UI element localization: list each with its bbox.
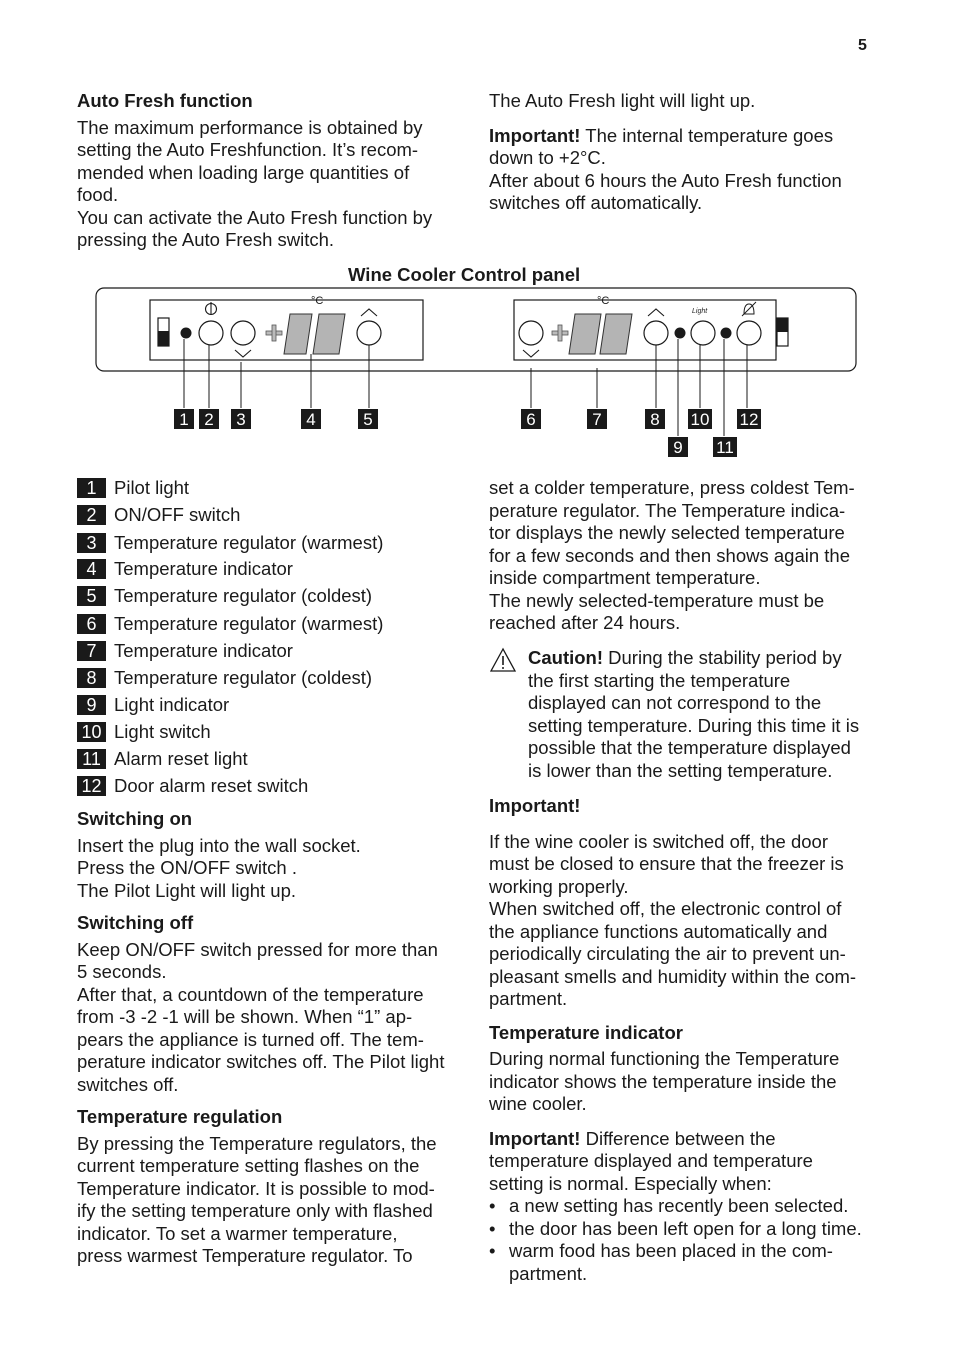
text-line: the first starting the temperature xyxy=(528,669,791,691)
text-line: After that, a countdown of the temperature xyxy=(77,983,424,1005)
text-line: setting temperature. During this time it is xyxy=(528,714,860,736)
important-text: Difference between the xyxy=(580,1127,776,1149)
text-line: After about 6 hours the Auto Fresh function xyxy=(489,169,842,191)
legend-label: Pilot light xyxy=(114,477,190,498)
text-line: reached after 24 hours. xyxy=(489,612,681,633)
text-line: Keep ON/OFF switch pressed for more than xyxy=(77,938,438,960)
legend-number: 6 xyxy=(77,614,106,634)
text-line: mended when loading large quantities of xyxy=(77,161,410,183)
legend-item xyxy=(77,721,211,743)
text-line: displayed can not correspond to the xyxy=(528,692,822,713)
auto-fresh-heading: Auto Fresh function xyxy=(77,90,253,111)
text-line: current temperature setting flashes on the xyxy=(77,1155,420,1176)
legend-label: ON/OFF switch xyxy=(114,504,241,525)
text-line: perature regulator. The Temperature indica- xyxy=(489,499,846,521)
legend-number: 3 xyxy=(77,533,106,553)
text-line: setting is normal. Especially when: xyxy=(489,1172,772,1194)
bullet-text: partment. xyxy=(509,1262,588,1284)
text-line: During normal functioning the Temperature xyxy=(489,1048,840,1069)
callout-6: 6 xyxy=(526,410,536,429)
text-line: temperature displayed and temperature xyxy=(489,1150,813,1171)
text-line: set a colder temperature, press coldest Tem- xyxy=(489,477,855,498)
text-line: must be closed to ensure that the freezer is xyxy=(489,853,844,874)
switching-off-heading: Switching off xyxy=(77,912,194,933)
caution-text: During the stability period by xyxy=(603,647,842,668)
legend-item xyxy=(77,748,248,770)
text-line: If the wine cooler is switched off, the door xyxy=(489,830,829,852)
text-line: the appliance functions automatically and xyxy=(489,920,828,942)
bullet-text: the door has been left open for a long time. xyxy=(509,1217,862,1239)
text-line: periodically circulating the air to prevent un- xyxy=(489,943,846,964)
bullet-item: • warm food has been placed in the com- xyxy=(489,1240,833,1261)
bullet-item: • the door has been left open for a long time. xyxy=(489,1217,862,1239)
callout-9: 9 xyxy=(673,438,683,457)
legend-number: 11 xyxy=(77,749,106,769)
callout-5: 5 xyxy=(363,410,373,429)
legend-number: 9 xyxy=(77,695,106,715)
text-line: 5 seconds. xyxy=(77,961,167,982)
text-line: switches off. xyxy=(77,1073,179,1095)
text-line: The newly selected-temperature must be xyxy=(489,589,825,611)
text-line: The Pilot Light will light up. xyxy=(77,879,297,901)
important-line xyxy=(489,1128,884,1151)
important-text: The internal temperature goes xyxy=(580,124,834,146)
callout-2: 2 xyxy=(204,410,214,429)
callout-12: 12 xyxy=(739,410,759,429)
legend-item xyxy=(77,775,308,797)
text-line: from -3 -2 -1 will be shown. When “1” ap- xyxy=(77,1006,413,1027)
bullet-text: warm food has been placed in the com- xyxy=(509,1240,833,1261)
callout-11: 11 xyxy=(716,438,734,457)
text-line: switches off automatically. xyxy=(489,192,703,213)
important-block xyxy=(489,795,884,1285)
legend-label: Temperature indicator xyxy=(114,558,293,579)
callout-4: 4 xyxy=(306,410,316,429)
callout-8: 8 xyxy=(650,410,660,429)
text-line: is lower than the setting temperature. xyxy=(528,759,833,781)
celsius-left: °C xyxy=(311,295,324,307)
legend-label: Alarm reset light xyxy=(114,748,248,769)
text-line: wine cooler. xyxy=(489,1093,587,1114)
legend-number: 10 xyxy=(77,722,106,742)
text-line: The Auto Fresh light will light up. xyxy=(489,90,756,111)
text-line: ify the setting temperature only with flashed xyxy=(77,1200,433,1221)
legend-label: Temperature regulator (coldest) xyxy=(114,585,373,606)
legend-number: 5 xyxy=(77,586,106,606)
bullet-continuation xyxy=(489,1263,884,1286)
legend-label: Temperature regulator (coldest) xyxy=(114,667,373,688)
left-lower-column xyxy=(77,808,472,1268)
text-line: pressing the Auto Fresh switch. xyxy=(77,229,335,250)
legend-number: 1 xyxy=(77,478,106,498)
legend-label: Light switch xyxy=(114,721,211,742)
light-label: Light xyxy=(692,308,708,315)
caution-line xyxy=(528,647,888,670)
text-line: pears the appliance is turned off. The tem- xyxy=(77,1028,424,1050)
text-line: working properly. xyxy=(489,875,629,897)
text-line: down to +2°C. xyxy=(489,147,606,168)
bullet-item: • a new setting has recently been selected. xyxy=(489,1195,849,1216)
temp-regulation-heading: Temperature regulation xyxy=(77,1106,283,1127)
text-line: When switched off, the electronic control of xyxy=(489,898,842,919)
text-line: indicator shows the temperature inside the xyxy=(489,1070,837,1092)
text-line: You can activate the Auto Fresh function by xyxy=(77,206,433,228)
text-line: setting the Auto Freshfunction. It’s recom- xyxy=(77,139,419,160)
legend-label: Temperature regulator (warmest) xyxy=(114,613,384,634)
legend-number: 7 xyxy=(77,641,106,661)
important-label: Important! xyxy=(489,124,581,146)
text-line: pleasant smells and humidity within the com- xyxy=(489,965,857,987)
legend-number: 8 xyxy=(77,668,106,688)
legend-number: 2 xyxy=(77,505,106,525)
text-line: press warmest Temperature regulator. To xyxy=(77,1245,413,1266)
important-heading: Important! xyxy=(489,795,581,816)
text-line: Press the ON/OFF switch . xyxy=(77,857,297,878)
callout-10: 10 xyxy=(690,410,710,429)
important-label: Important! xyxy=(489,1127,581,1149)
text-line: tor displays the newly selected temperature xyxy=(489,522,845,543)
legend-number: 12 xyxy=(77,776,106,796)
text-line: perature indicator switches off. The Pilot light xyxy=(77,1051,445,1072)
text-line: inside compartment temperature. xyxy=(489,567,761,588)
caution-block xyxy=(528,647,888,782)
text-line: The maximum performance is obtained by xyxy=(77,116,423,138)
text-line: food. xyxy=(77,184,119,205)
legend-label: Door alarm reset switch xyxy=(114,775,309,796)
warning-icon xyxy=(491,649,515,671)
legend-number: 4 xyxy=(77,559,106,579)
text-line: partment. xyxy=(489,988,568,1009)
text-line: possible that the temperature displayed xyxy=(528,737,851,758)
temp-indicator-heading: Temperature indicator xyxy=(489,1021,683,1043)
legend-label: Light indicator xyxy=(114,694,230,715)
caution-label: Caution! xyxy=(528,647,604,668)
text-line: Temperature indicator. It is possible to mod- xyxy=(77,1177,435,1199)
page-number: 5 xyxy=(858,37,867,54)
bullet-text: a new setting has recently been selected. xyxy=(509,1195,849,1216)
text-line: for a few seconds and then shows again the xyxy=(489,544,850,566)
panel-title: Wine Cooler Control panel xyxy=(348,264,581,285)
switching-on-heading: Switching on xyxy=(77,808,193,829)
text-line: indicator. To set a warmer temperature, xyxy=(77,1222,398,1244)
text-line: By pressing the Temperature regulators, the xyxy=(77,1132,437,1154)
legend-label: Temperature indicator xyxy=(114,640,293,661)
callout-7: 7 xyxy=(592,410,602,429)
legend-label: Temperature regulator (warmest) xyxy=(114,532,384,553)
callout-1: 1 xyxy=(179,410,189,429)
callout-3: 3 xyxy=(236,410,246,429)
celsius-right: °C xyxy=(597,295,610,307)
text-line: Insert the plug into the wall socket. xyxy=(77,834,361,856)
